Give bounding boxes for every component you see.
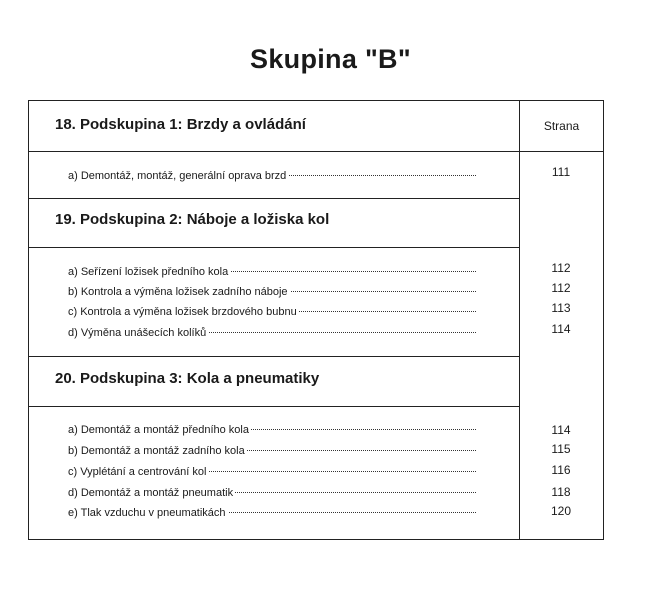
toc-entry-page: 112 [551,261,571,275]
divider-line [28,247,520,248]
toc-entry-page: 114 [551,322,571,336]
toc-entry-label: e) Tlak vzduchu v pneumatikách [68,507,226,519]
divider-line [28,356,520,357]
toc-entry [68,462,476,478]
toc-entry [68,483,476,499]
section-heading-19: 19. Podskupina 2: Náboje a ložiska kol [55,211,330,228]
toc-entry-label: c) Vyplétání a centrování kol [68,466,207,478]
toc-entry-page: 115 [551,442,571,456]
toc-entry-label: a) Seřízení ložisek předního kola [68,266,229,278]
toc-entry [68,262,476,278]
toc-entry [68,503,476,519]
divider-line [28,198,520,199]
toc-entry-label: d) Demontáž a montáž pneumatik [68,487,234,499]
toc-entry-label: c) Kontrola a výměna ložisek brzdového bubnu [68,306,297,318]
toc-entry [68,323,476,339]
toc-entry-page: 118 [551,485,571,499]
toc-entry-label: d) Výměna unášecích kolíků [68,327,207,339]
toc-entry [68,420,476,436]
divider-line [28,406,520,407]
toc-entry-page: 116 [551,463,571,477]
toc-entry [68,302,476,318]
toc-entry-page: 120 [550,504,572,518]
toc-entry-page: 111 [551,165,571,179]
column-divider [519,100,520,540]
toc-entry [68,282,476,298]
toc-table [28,100,604,540]
toc-entry [68,441,476,457]
toc-entry-page: 112 [551,281,571,295]
section-heading-18: 18. Podskupina 1: Brzdy a ovládání [55,116,306,133]
toc-entry-label: a) Demontáž a montáž předního kola [68,424,249,436]
toc-entry-page: 113 [551,301,571,315]
page-column-header: Strana [543,118,580,133]
section-heading-20: 20. Podskupina 3: Kola a pneumatiky [55,370,320,387]
toc-entry [68,166,476,182]
toc-entry-label: b) Kontrola a výměna ložisek zadního náboje [68,286,288,298]
page-title: Skupina "B" [250,44,411,74]
toc-entry-page: 114 [551,423,571,437]
toc-entry-label: a) Demontáž, montáž, generální oprava brzd [68,170,287,182]
toc-entry-label: b) Demontáž a montáž zadního kola [68,445,245,457]
divider-line [28,151,604,152]
